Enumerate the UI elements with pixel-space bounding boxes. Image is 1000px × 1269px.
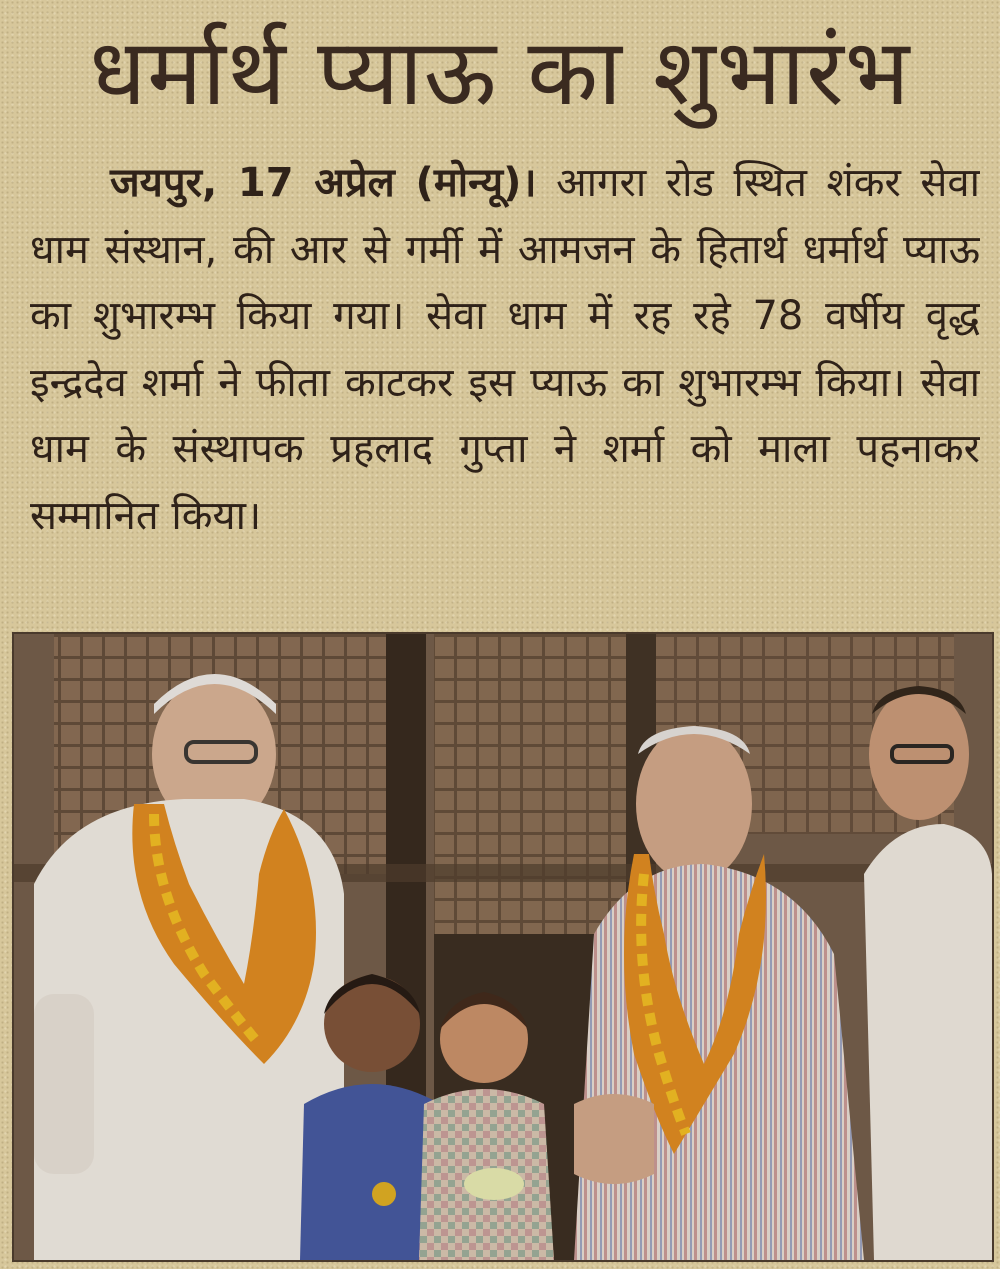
news-photo [12, 632, 994, 1262]
photo-illustration [14, 634, 992, 1260]
article-body [30, 150, 980, 620]
headline: धर्मार्थ प्याऊ का शुभारंभ [89, 19, 911, 126]
article-text: आगरा रोड स्थित शंकर सेवा धाम संस्थान, की आर से गर्मी में आमजन के हितार्थ धर्मार्थ प्याऊ का शुभारम्भ किया गया। सेवा धाम में रह रहे 78 वर्षीय वृद्ध इन्द्रदेव शर्मा ने फीता काटकर इस प्याऊ का शुभारम्भ किया। सेवा धाम के संस्थापक प्रहलाद गुप्ता ने शर्मा को माला पहनाकर सम्मानित किया। [30, 160, 980, 539]
dateline: जयपुर, 17 अप्रेल (मोन्यू)। [110, 160, 537, 206]
